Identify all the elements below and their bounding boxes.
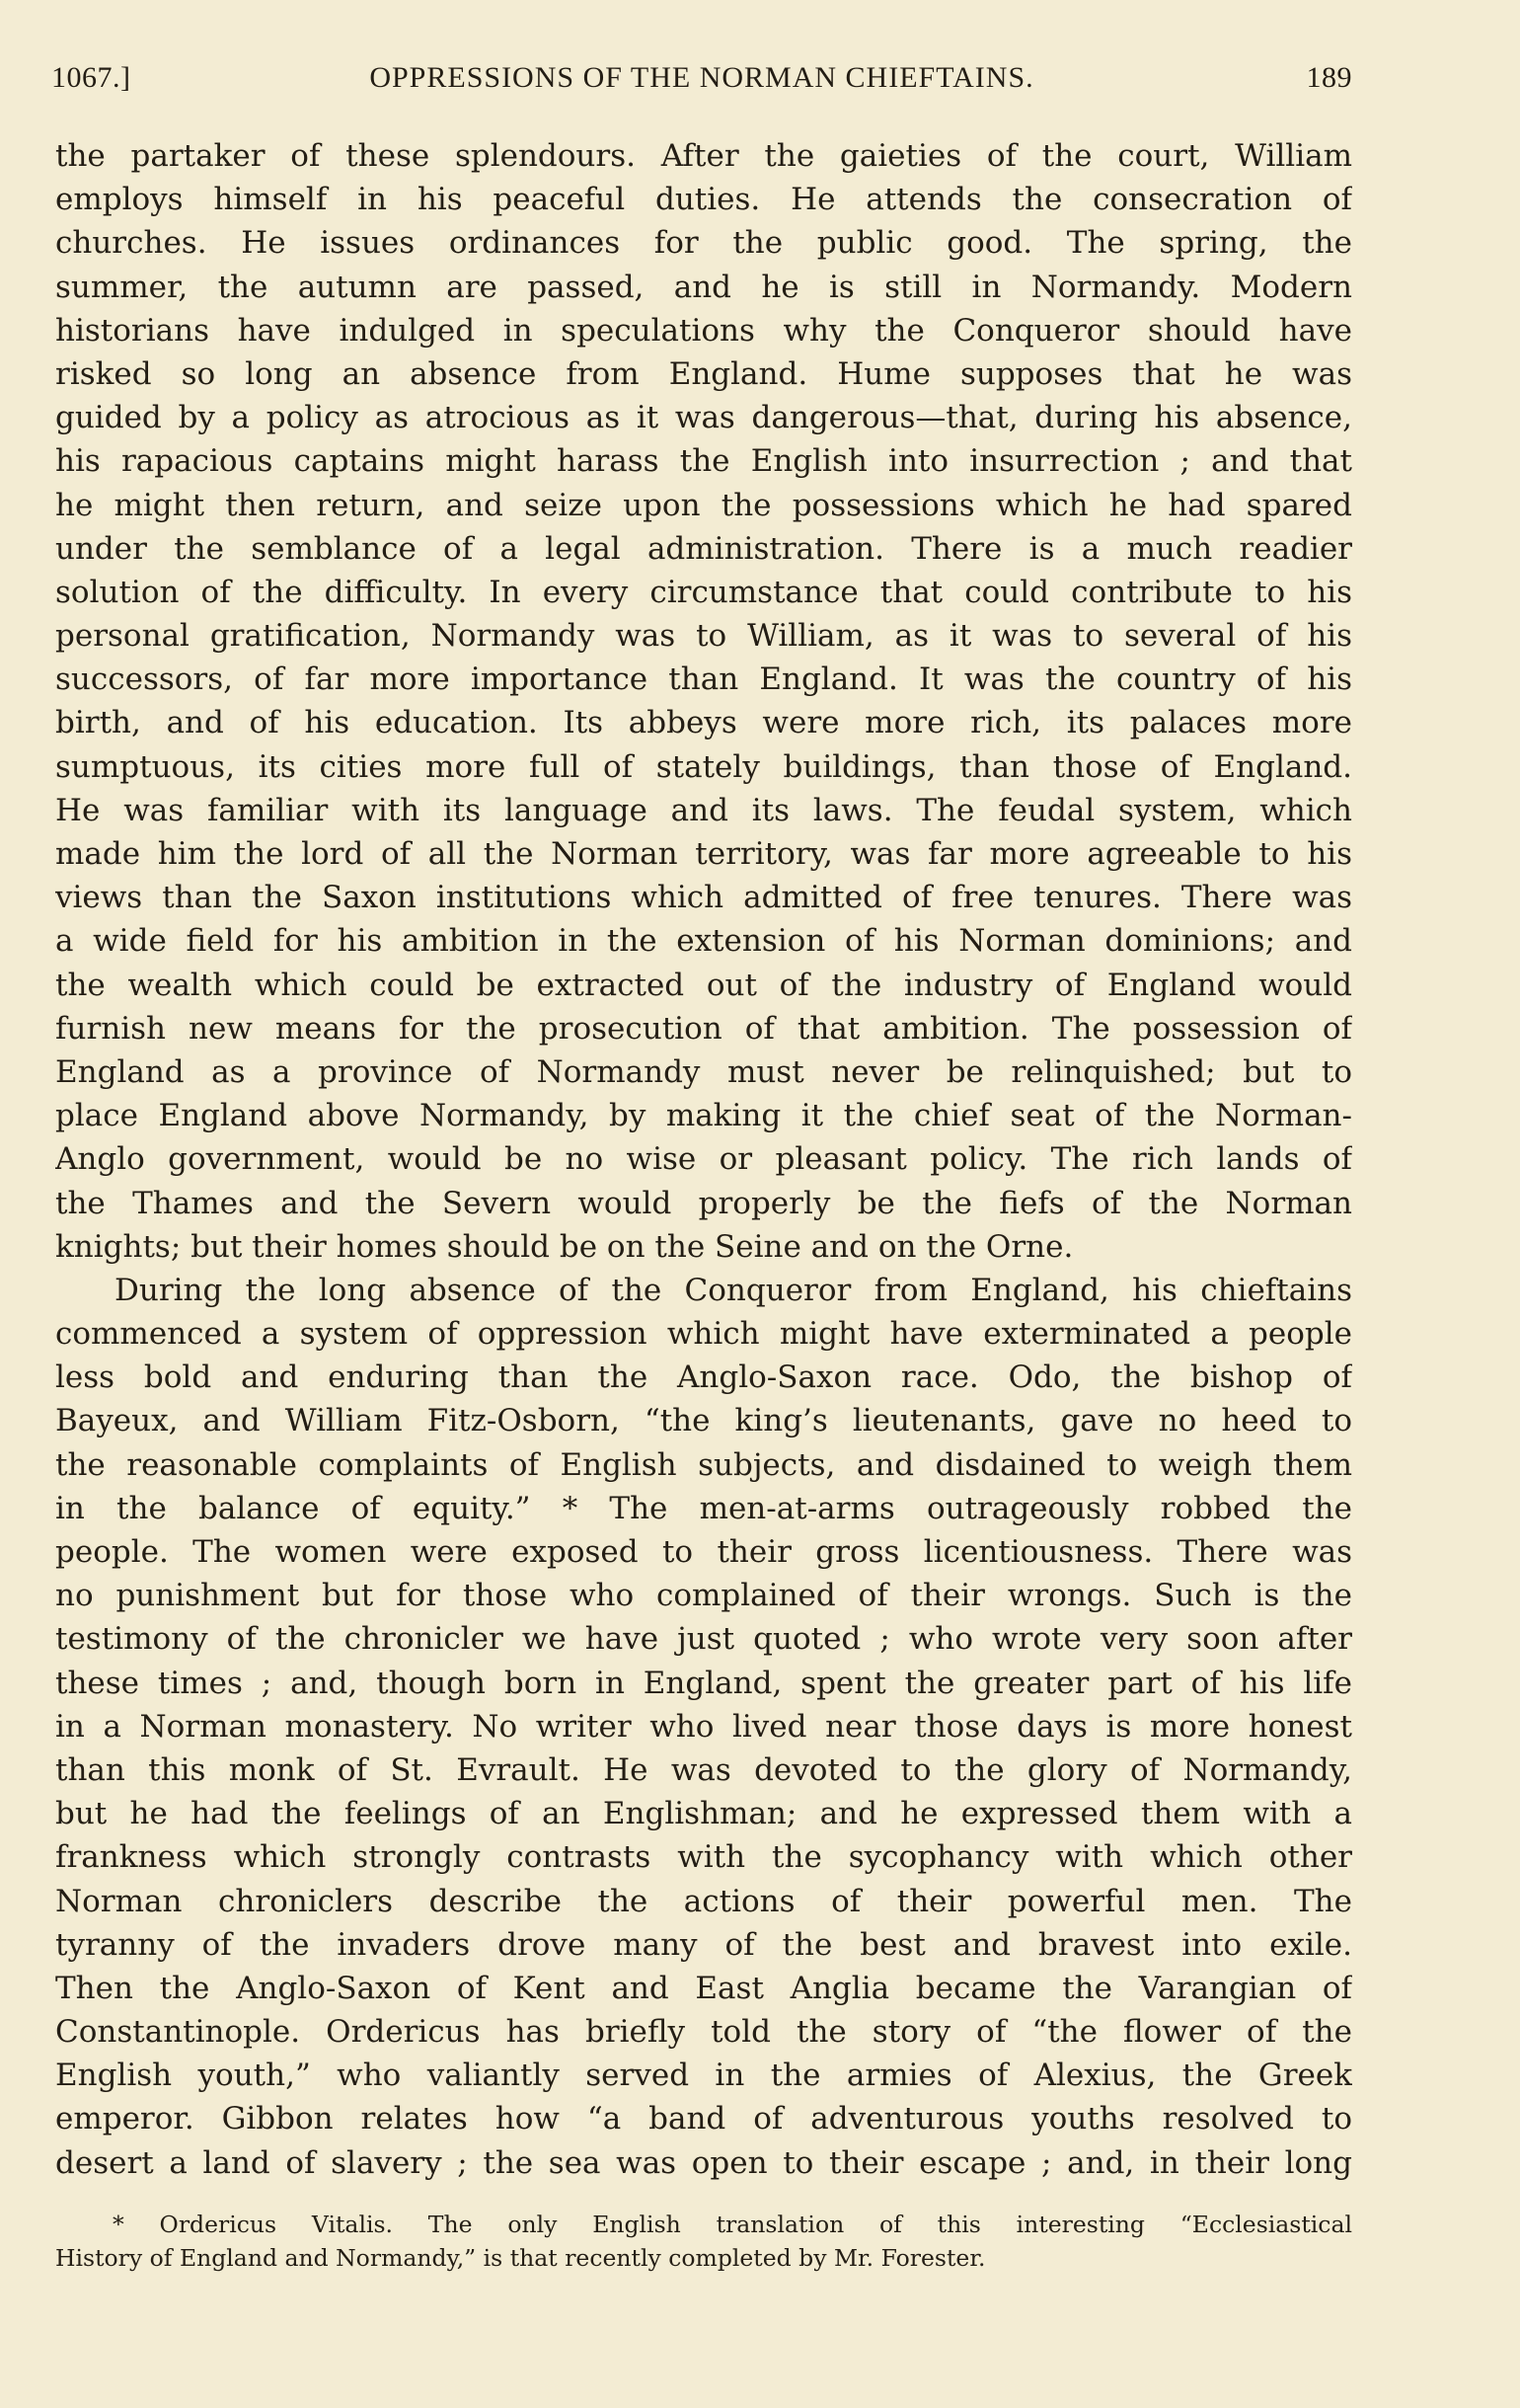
text-line: He was familiar with its language and its laws. The feudal system, which — [55, 792, 1352, 828]
text-line: the wealth which could be extracted out of the industry of England would — [55, 967, 1352, 1003]
text-line: solution of the difficulty. In every circumstance that could contribute to his — [55, 574, 1352, 610]
running-header — [51, 61, 1352, 105]
text-line: under the semblance of a legal administration. There is a much readier — [55, 530, 1352, 567]
text-line: these times ; and, though born in England, spent the greater part of his life — [55, 1665, 1352, 1701]
text-line: Anglo government, would be no wise or pleasant policy. The rich lands of — [55, 1141, 1352, 1178]
text-line: people. The women were exposed to their gross licentiousness. There was — [55, 1534, 1352, 1570]
text-line: summer, the autumn are passed, and he is still in Normandy. Modern — [55, 269, 1352, 305]
page-number: 189 — [1306, 61, 1352, 94]
text-line: England as a province of Normandy must never be relinquished; but to — [55, 1053, 1352, 1090]
text-line: churches. He issues ordinances for the public good. The spring, the — [55, 225, 1352, 262]
text-line: historians have indulged in speculations why the Conqueror should have — [55, 312, 1352, 349]
text-line: successors, of far more importance than England. It was the country of his — [55, 661, 1352, 698]
text-line: place England above Normandy, by making it the chief seat of the Norman- — [55, 1098, 1352, 1134]
text-line: commenced a system of oppression which might have exterminated a people — [55, 1316, 1352, 1353]
text-line: Bayeux, and William Fitz-Osborn, “the king’s lieutenants, gave no heed to — [55, 1403, 1352, 1439]
text-line: a wide field for his ambition in the extension of his Norman dominions; and — [55, 923, 1352, 960]
text-line: personal gratification, Normandy was to William, as it was to several of his — [55, 618, 1352, 655]
paragraph-end-line: knights; but their homes should be on the Seine and on the Orne. — [55, 1228, 1074, 1265]
text-line: the reasonable complaints of English subjects, and disdained to weigh them — [55, 1446, 1352, 1483]
text-line: his rapacious captains might harass the English into insurrection ; and that — [55, 443, 1352, 480]
text-line: made him the lord of all the Norman territory, was far more agreeable to his — [55, 836, 1352, 872]
text-line: risked so long an absence from England. Hume supposes that he was — [55, 355, 1352, 392]
text-line: frankness which strongly contrasts with the sycophancy with which other — [55, 1839, 1352, 1876]
footnote-line: * Ordericus Vitalis. The only English translation of this interesting “Ecclesiastical — [113, 2211, 1352, 2238]
paragraph-start-line: During the long absence of the Conqueror from England, his chieftains — [114, 1272, 1352, 1308]
text-line: than this monk of St. Evrault. He was devoted to the glory of Normandy, — [55, 1751, 1352, 1788]
body-text — [55, 134, 1352, 2185]
text-line: less bold and enduring than the Anglo-Saxon race. Odo, the bishop of — [55, 1359, 1352, 1396]
text-line: tyranny of the invaders drove many of the best and bravest into exile. — [55, 1926, 1352, 1963]
page-title: OPPRESSIONS OF THE NORMAN CHIEFTAINS. — [369, 61, 1034, 94]
text-line: but he had the feelings of an Englishman; and he expressed them with a — [55, 1796, 1352, 1832]
text-line: he might then return, and seize upon the possessions which he had spared — [55, 487, 1352, 523]
text-line: furnish new means for the prosecution of that ambition. The possession of — [55, 1010, 1352, 1047]
text-line: emperor. Gibbon relates how “a band of adventurous youths resolved to — [55, 2101, 1352, 2137]
text-line: in the balance of equity.” * The men-at-arms outrageously robbed the — [55, 1490, 1352, 1526]
text-line: desert a land of slavery ; the sea was open to their escape ; and, in their long — [55, 2144, 1352, 2181]
text-line: the partaker of these splendours. After the gaieties of the court, William — [55, 138, 1352, 174]
text-line: sumptuous, its cities more full of stately buildings, than those of England. — [55, 748, 1352, 785]
footnote-line: History of England and Normandy,” is that recently completed by Mr. Forester. — [55, 2244, 986, 2272]
text-line: Then the Anglo-Saxon of Kent and East Anglia became the Varangian of — [55, 1970, 1352, 2006]
text-line: the Thames and the Severn would properly be the fiefs of the Norman — [55, 1185, 1352, 1221]
text-line: no punishment but for those who complained of their wrongs. Such is the — [55, 1578, 1352, 1614]
text-line: English youth,” who valiantly served in the armies of Alexius, the Greek — [55, 2058, 1352, 2094]
text-line: birth, and of his education. Its abbeys were more rich, its palaces more — [55, 705, 1352, 741]
text-line: Constantinople. Ordericus has briefly told the story of “the flower of the — [55, 2014, 1352, 2051]
text-line: employs himself in his peaceful duties. He attends the consecration of — [55, 182, 1352, 218]
text-line: views than the Saxon institutions which admitted of free tenures. There was — [55, 880, 1352, 916]
text-line: guided by a policy as atrocious as it was dangerous—that, during his absence, — [55, 400, 1352, 436]
text-line: Norman chroniclers describe the actions of their powerful men. The — [55, 1883, 1352, 1919]
text-line: in a Norman monastery. No writer who lived near those days is more honest — [55, 1708, 1352, 1745]
text-line: testimony of the chronicler we have just quoted ; who wrote very soon after — [55, 1621, 1352, 1658]
footnote — [55, 2208, 1352, 2275]
header-year: 1067.] — [51, 61, 131, 94]
